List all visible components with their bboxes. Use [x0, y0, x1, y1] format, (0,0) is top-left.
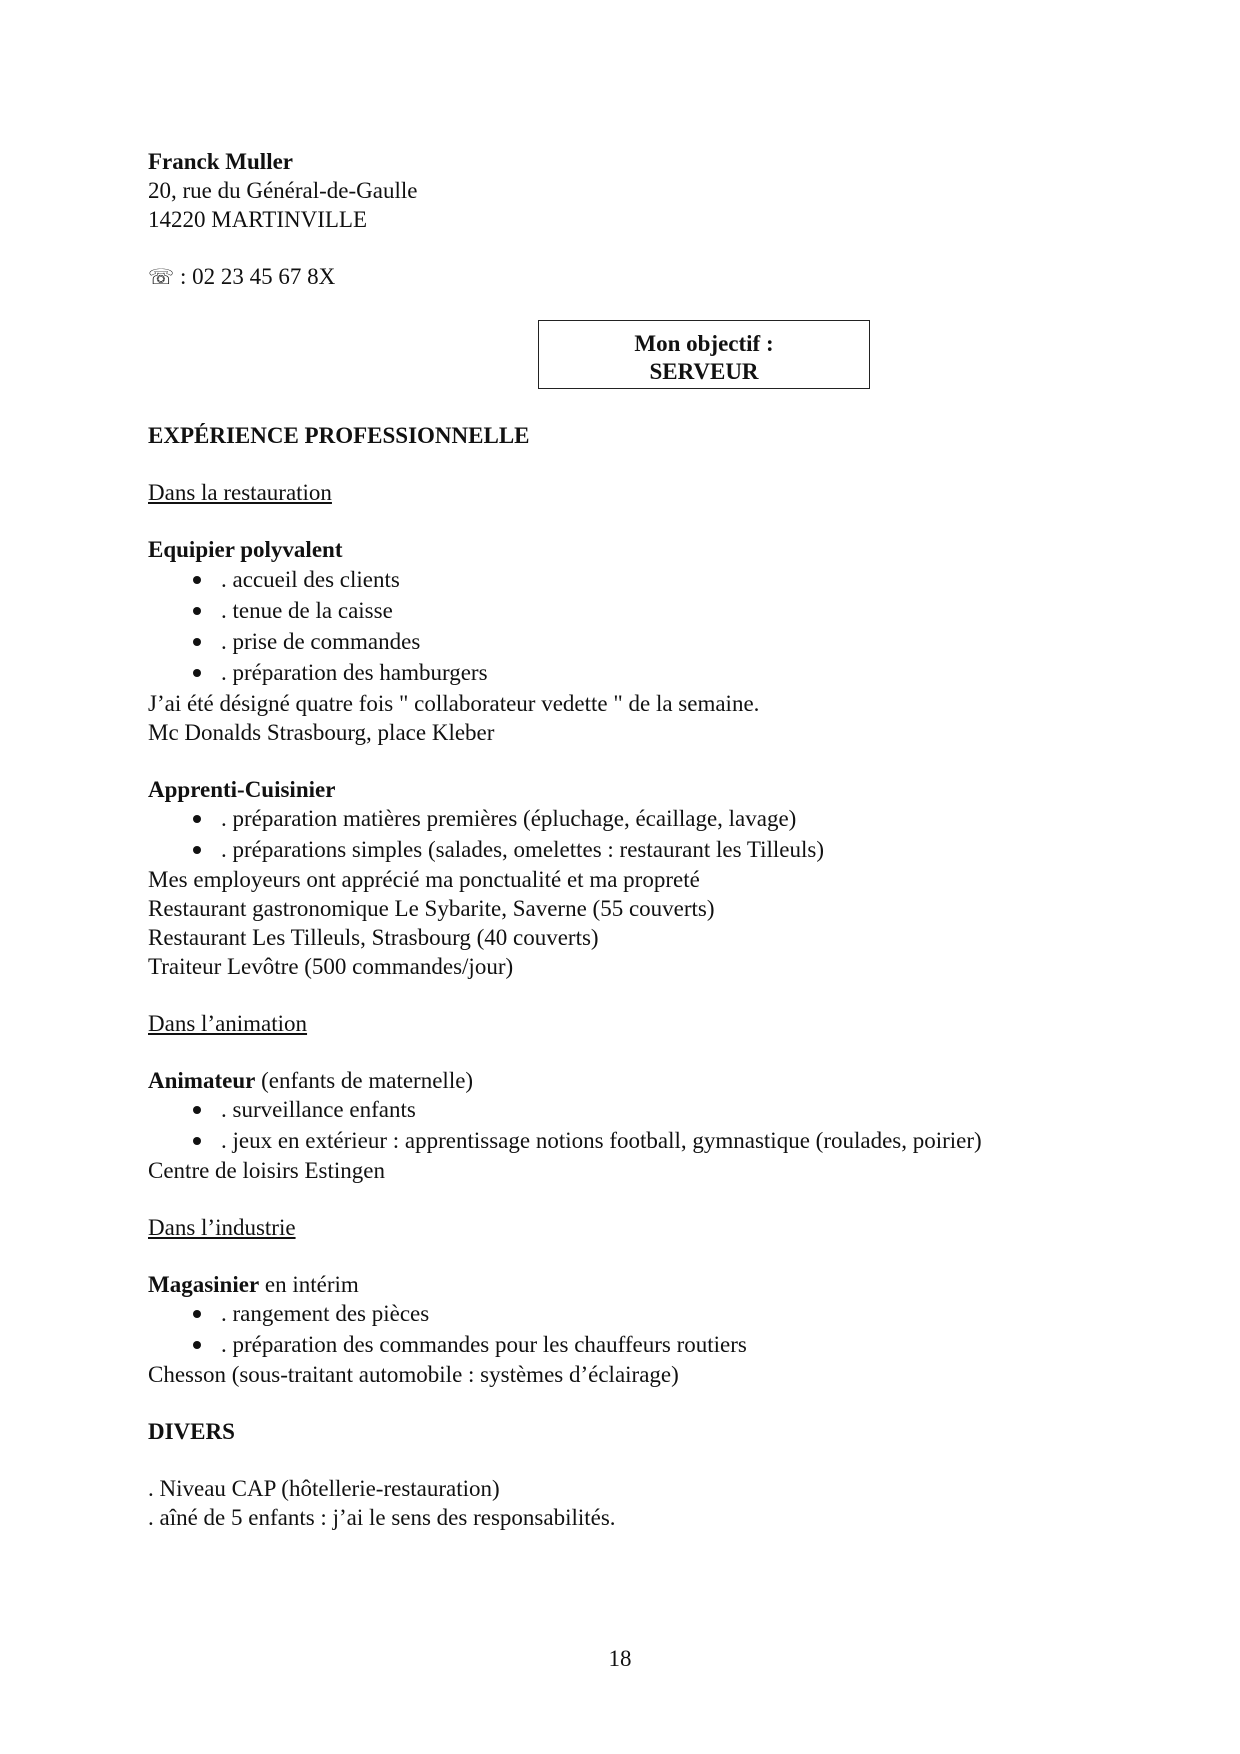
list-item: [148, 658, 488, 689]
list-item: [148, 1126, 982, 1157]
job-title-animateur: Animateur: [148, 1068, 256, 1093]
section-title-industrie: Dans l’industrie: [148, 1215, 296, 1240]
experience-heading: EXPÉRIENCE PROFESSIONNELLE: [148, 423, 530, 448]
job-title-magasinier: Magasinier: [148, 1272, 260, 1297]
bullet-icon: [193, 607, 201, 615]
contact-name: Franck Muller: [148, 149, 293, 174]
list-item: [148, 1299, 747, 1330]
job-note: Restaurant gastronomique Le Sybarite, Saverne (55 couverts): [148, 896, 715, 921]
page-number: 18: [608, 1646, 632, 1671]
misc-item: . Niveau CAP (hôtellerie-restauration): [148, 1476, 500, 1501]
list-item: [148, 1330, 747, 1361]
list-item-text: . préparation matières premières (épluchage, écaillage, lavage): [221, 806, 797, 831]
list-item-text: . accueil des clients: [221, 567, 400, 592]
bullet-icon: [193, 1341, 201, 1349]
list-item-text: . jeux en extérieur : apprentissage notions football, gymnastique (roulades, poirier): [221, 1128, 982, 1153]
job-title-suffix: en intérim: [259, 1272, 359, 1297]
contact-phone-line: [148, 262, 335, 292]
list-item: [148, 1095, 982, 1126]
job-note: Chesson (sous-traitant automobile : systèmes d’éclairage): [148, 1362, 679, 1387]
list-item-text: . préparation des hamburgers: [221, 660, 488, 685]
job-title-line-magasinier: [148, 1270, 359, 1299]
list-item: [148, 596, 488, 627]
job-note: Restaurant Les Tilleuls, Strasbourg (40 couverts): [148, 925, 599, 950]
list-item: [148, 565, 488, 596]
list-item-text: . tenue de la caisse: [221, 598, 393, 623]
misc-heading: DIVERS: [148, 1419, 235, 1444]
list-item: [148, 627, 488, 658]
list-item-text: . préparation des commandes pour les chauffeurs routiers: [221, 1332, 747, 1357]
section-title-animation: Dans l’animation: [148, 1011, 308, 1036]
job-title-line-animateur: [148, 1066, 473, 1095]
contact-phone: : 02 23 45 67 8X: [174, 264, 336, 289]
list-item-text: . rangement des pièces: [221, 1301, 430, 1326]
objective-value: SERVEUR: [649, 359, 759, 384]
bullet-icon: [193, 1137, 201, 1145]
job-note: Mes employeurs ont apprécié ma ponctualité et ma propreté: [148, 867, 700, 892]
list-item: [148, 835, 824, 866]
job-title-suffix: (enfants de maternelle): [255, 1068, 474, 1093]
job-bullets-apprenti: [148, 804, 824, 866]
job-title-apprenti: Apprenti-Cuisinier: [148, 777, 336, 802]
list-item-text: . surveillance enfants: [221, 1097, 416, 1122]
contact-city: 14220 MARTINVILLE: [148, 207, 368, 232]
job-note: Centre de loisirs Estingen: [148, 1158, 385, 1183]
misc-item: . aîné de 5 enfants : j’ai le sens des responsabilités.: [148, 1505, 616, 1530]
job-bullets-magasinier: [148, 1299, 747, 1361]
job-note: Traiteur Levôtre (500 commandes/jour): [148, 954, 514, 979]
bullet-icon: [193, 669, 201, 677]
job-bullets-animateur: [148, 1095, 982, 1157]
phone-icon: ☏: [148, 265, 175, 289]
bullet-icon: [193, 1106, 201, 1114]
bullet-icon: [193, 846, 201, 854]
job-note: Mc Donalds Strasbourg, place Kleber: [148, 720, 495, 745]
job-note: J’ai été désigné quatre fois " collaborateur vedette " de la semaine.: [148, 691, 760, 716]
job-title-equipier: Equipier polyvalent: [148, 537, 343, 562]
section-title-restauration: Dans la restauration: [148, 480, 332, 505]
bullet-icon: [193, 1310, 201, 1318]
list-item-text: . prise de commandes: [221, 629, 421, 654]
job-bullets-equipier: [148, 565, 488, 689]
objective-box: [538, 320, 870, 389]
bullet-icon: [193, 576, 201, 584]
contact-street: 20, rue du Général-de-Gaulle: [148, 178, 418, 203]
bullet-icon: [193, 815, 201, 823]
list-item-text: . préparations simples (salades, omelettes : restaurant les Tilleuls): [221, 837, 824, 862]
list-item: [148, 804, 824, 835]
objective-label: Mon objectif :: [634, 331, 774, 356]
bullet-icon: [193, 638, 201, 646]
